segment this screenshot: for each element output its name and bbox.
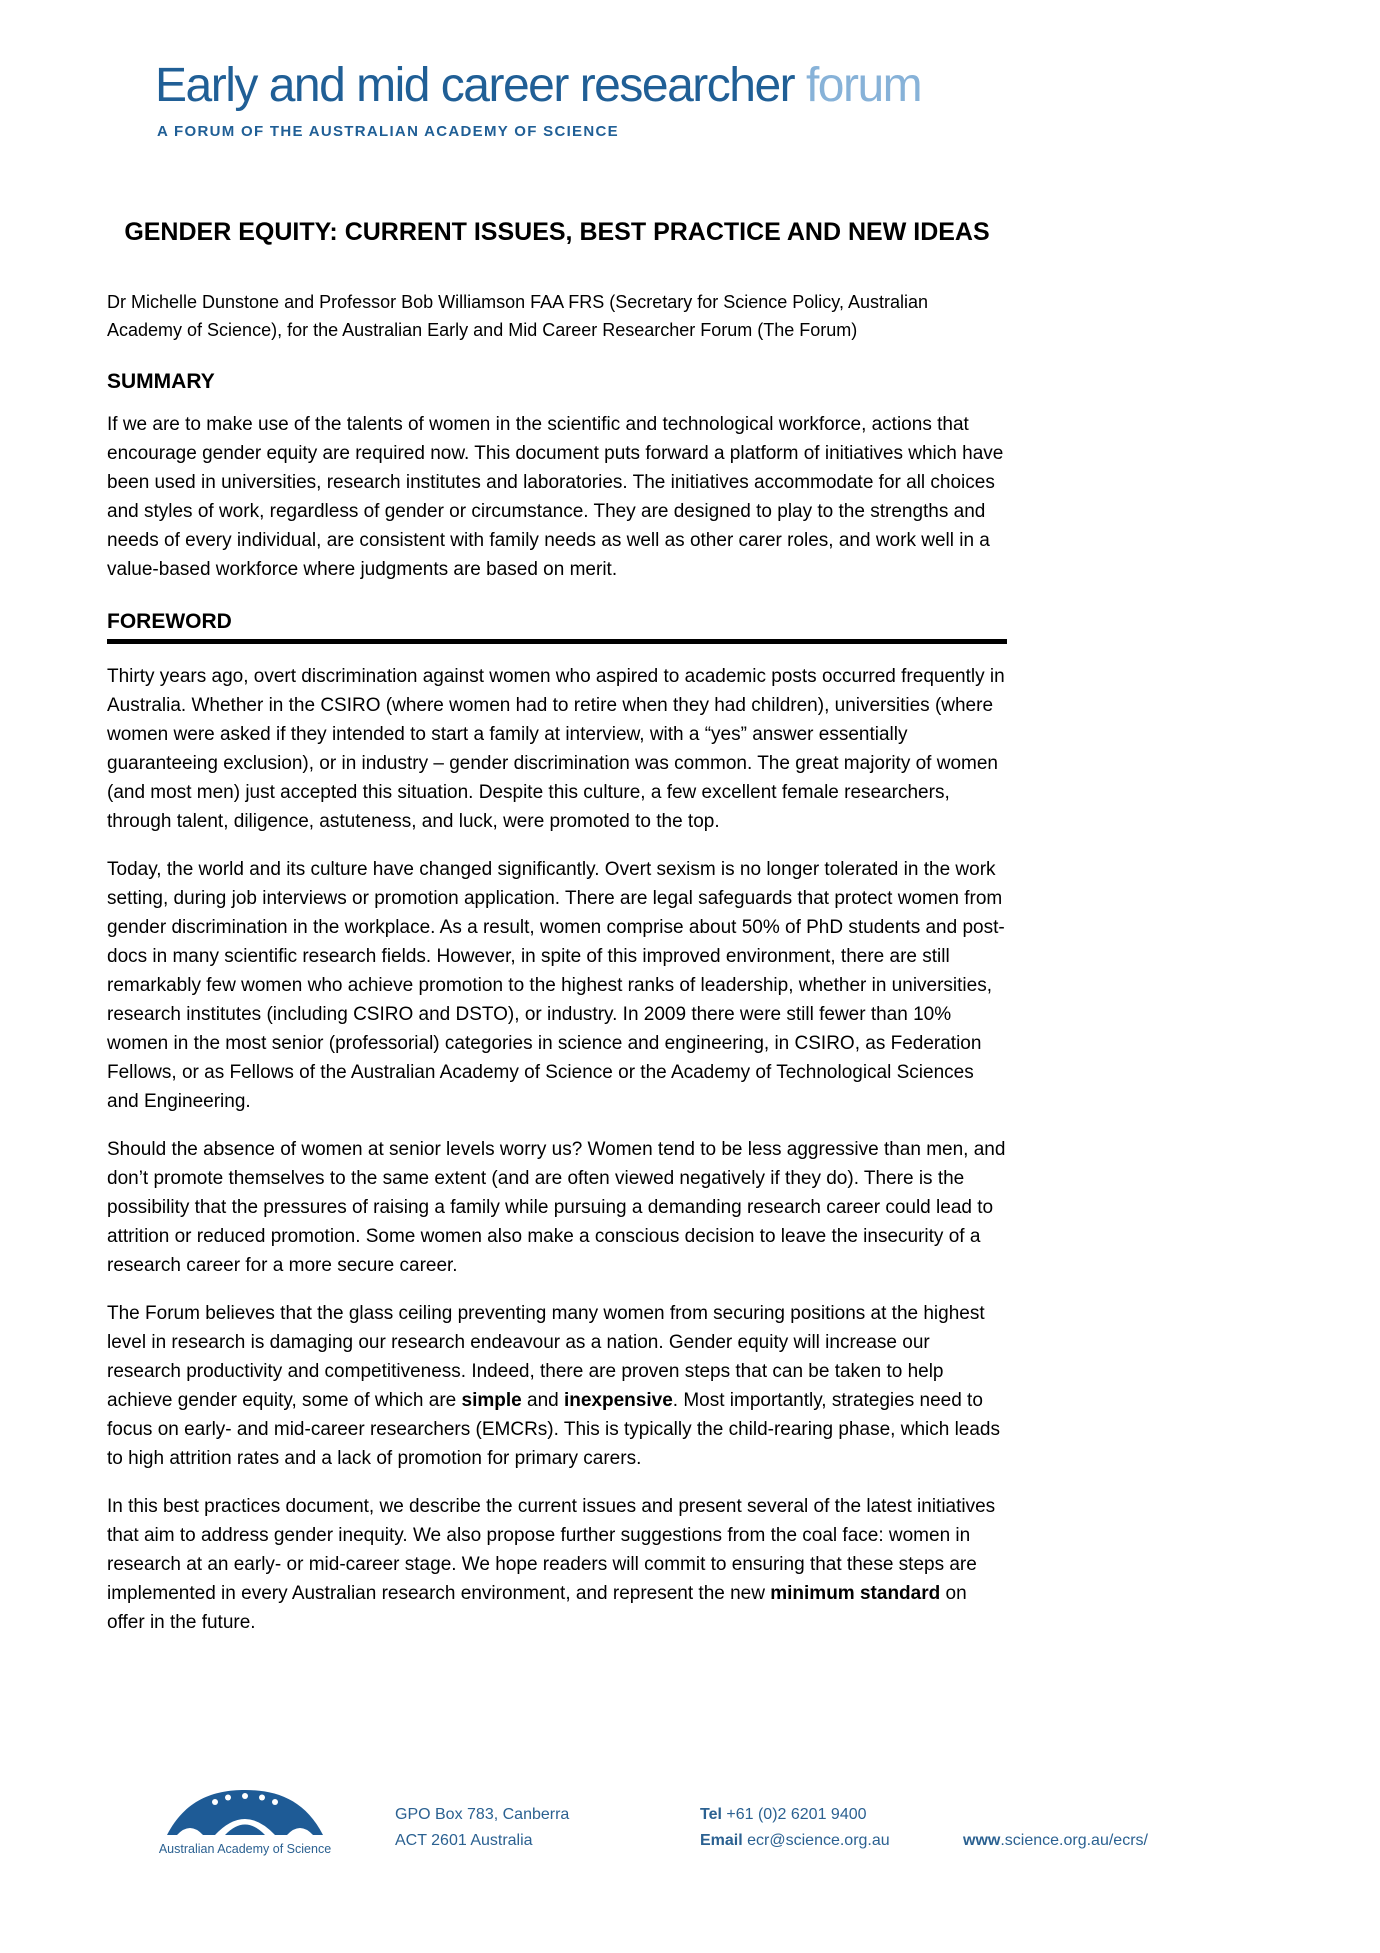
footer-website xyxy=(963,1828,1148,1854)
text-run: Should the absence of women at senior levels worry us? Women tend to be less aggressive than men, and don’t promote themselves to the same extent (and are often viewed negatively if they do). There is the possibility that the pressures of raising a family while pursuing a demanding research career could lead to attrition or reduced promotion. Some women also make a conscious decision to leave the insecurity of a research career for a more secure career. xyxy=(107,1139,1006,1276)
page-footer xyxy=(0,1786,1380,1916)
text-run: on offer in the future. xyxy=(107,1583,967,1633)
footer-address-line1: GPO Box 783, Canberra xyxy=(395,1806,570,1823)
text-run: and xyxy=(521,1390,564,1411)
byline: Dr Michelle Dunstone and Professor Bob Williamson FAA FRS (Secretary for Science Policy, Australian Academy of Science), for the Australian Early and Mid Career Researcher Forum (The Forum) xyxy=(107,292,928,340)
text-run: Today, the world and its culture have changed significantly. Overt sexism is no longer tolerated in the work setting, during job interviews or promotion application. There are legal safeguards that protect women from gender discrimination in the workplace. As a result, women comprise about 50% of PhD students and post-docs in many scientific research fields. However, in spite of this improved environment, there are still remarkably few women who achieve promotion to the highest ranks of leadership, whether in universities, research institutes (including CSIRO and DSTO), or industry. In 2009 there were still fewer than 10% women in the most senior (professorial) categories in science and engineering, in CSIRO, as Federation Fellows, or as Fellows of the Australian Academy of Science or the Academy of Technological Sciences and Engineering. xyxy=(107,859,1005,1112)
brand-accent-text: forum xyxy=(805,59,922,112)
aas-logo xyxy=(150,1788,340,1856)
forum-wordmark xyxy=(155,58,1007,113)
brand-main-text: Early and mid career researcher xyxy=(155,59,806,112)
aas-logo-label: Australian Academy of Science xyxy=(158,1842,332,1856)
document-page xyxy=(107,0,1007,1656)
paragraph xyxy=(107,1492,1007,1637)
paragraph xyxy=(107,1135,1007,1280)
paragraph xyxy=(107,410,1007,584)
footer-web-label: www xyxy=(963,1832,1001,1849)
footer-email-label: Email xyxy=(700,1832,743,1849)
footer-tel-value: +61 (0)2 6201 9400 xyxy=(726,1806,867,1823)
text-run: If we are to make use of the talents of women in the scientific and technological workforce, actions that encourage gender equity are required now. This document puts forward a platform of initiatives which have been used in universities, research institutes and laboratories. The initiatives accommodate for all choices and styles of work, regardless of gender or circumstance. They are designed to play to the strengths and needs of every individual, are consistent with family needs as well as other carer roles, and work well in a value-based workforce where judgments are based on merit. xyxy=(107,414,1004,580)
footer-tel xyxy=(700,1802,890,1828)
text-run: . Most importantly, strategies need to focus on early- and mid-career researchers (EMCRs). This is typically the child-rearing phase, which leads to high attrition rates and a lack of promotion for primary carers. xyxy=(107,1390,1000,1469)
footer-contact xyxy=(700,1802,890,1854)
paragraph xyxy=(107,1299,1007,1473)
text-run: inexpensive xyxy=(563,1390,673,1411)
text-run: simple xyxy=(461,1390,522,1411)
shine-dome-icon xyxy=(165,1788,325,1836)
masthead-tagline: A FORUM OF THE AUSTRALIAN ACADEMY OF SCIENCE xyxy=(157,123,619,140)
section-heading-foreword: FOREWORD xyxy=(107,610,1007,644)
paragraph xyxy=(107,662,1007,836)
footer-email xyxy=(700,1828,890,1854)
section-heading-summary: SUMMARY xyxy=(107,370,215,393)
masthead xyxy=(107,58,1007,140)
footer-email-value: ecr@science.org.au xyxy=(747,1832,890,1849)
footer-address-line2: ACT 2601 Australia xyxy=(395,1832,533,1849)
document-title: GENDER EQUITY: CURRENT ISSUES, BEST PRACTICE AND NEW IDEAS xyxy=(124,218,990,246)
paragraph xyxy=(107,855,1007,1116)
footer-address xyxy=(395,1802,569,1854)
document-body xyxy=(107,370,1007,1637)
text-run: In this best practices document, we describe the current issues and present several of the latest initiatives that aim to address gender inequity. We also propose further suggestions from the coal face: women in research at an early- or mid-career stage. We hope readers will commit to ensuring that these steps are implemented in every Australian research environment, and represent the new xyxy=(107,1496,996,1604)
text-run: The Forum believes that the glass ceiling preventing many women from securing positions at the highest level in research is damaging our research endeavour as a nation. Gender equity will increase our research productivity and competitiveness. Indeed, there are proven steps that can be taken to help achieve gender equity, some of which are xyxy=(107,1303,985,1411)
footer-tel-label: Tel xyxy=(700,1806,722,1823)
footer-web-value: .science.org.au/ecrs/ xyxy=(1000,1832,1148,1849)
text-run: Thirty years ago, overt discrimination against women who aspired to academic posts occurred frequently in Australia. Whether in the CSIRO (where women had to retire when they had children), universities (where women were asked if they intended to start a family at interview, with a “yes” answer essentially guaranteeing exclusion), or in industry – gender discrimination was common. The great majority of women (and most men) just accepted this situation. Despite this culture, a few excellent female researchers, through talent, diligence, astuteness, and luck, were promoted to the top. xyxy=(107,666,1005,832)
text-run: minimum standard xyxy=(770,1583,941,1604)
